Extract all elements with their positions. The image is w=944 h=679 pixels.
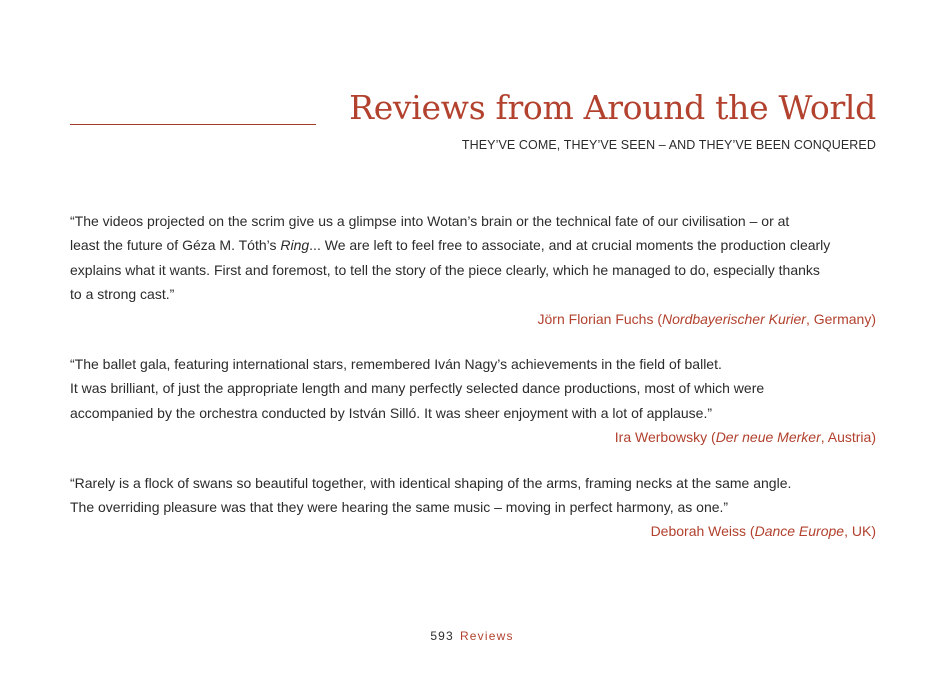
page-title: Reviews from Around the World [349, 88, 876, 127]
review-country: UK [851, 523, 872, 540]
review-author: Jörn Florian Fuchs [537, 310, 654, 327]
review-item [70, 352, 876, 450]
page-subtitle: THEY’VE COME, THEY’VE SEEN – AND THEY’VE BEEN CONQUERED [461, 138, 876, 152]
punct-open-paren: ( [746, 523, 755, 540]
quote-line: accompanied by the orchestra conducted by István Silló. It was sheer enjoyment with a lot of applause.” [70, 404, 713, 421]
page-header [70, 88, 876, 128]
quote-line: “Rarely is a flock of swans so beautiful together, with identical shaping of the arms, framing necks at the same angle. [70, 474, 792, 491]
punct-close-paren: ) [871, 429, 876, 446]
review-quote [70, 209, 876, 307]
review-item [70, 209, 876, 331]
review-author: Ira Werbowsky [614, 429, 708, 446]
punct-open-paren: ( [707, 429, 716, 446]
quote-line: “The ballet gala, featuring international stars, remembered Iván Nagy’s achievements in the field of ballet. [70, 356, 722, 373]
punct-close-paren: ) [871, 310, 876, 327]
page-number: 593 [430, 629, 454, 643]
review-author: Deborah Weiss [650, 523, 747, 540]
review-country: Austria [827, 429, 872, 446]
quote-line: to a strong cast.” [70, 286, 175, 303]
review-quote [70, 352, 876, 425]
punct-open-paren: ( [653, 310, 663, 327]
quote-line: explains what it wants. First and foremost, to tell the story of the piece clearly, which he managed to do, especially thanks [70, 261, 820, 278]
review-attribution [70, 519, 876, 543]
punct-comma: , [844, 523, 852, 540]
running-head: Reviews [459, 629, 514, 643]
quote-line: The overriding pleasure was that they were hearing the same music – moving in perfect harmony, as one.” [70, 499, 729, 516]
quote-text: ... We are left to feel free to associate, and at crucial moments the production clearly [309, 237, 831, 254]
reviews-list [70, 209, 876, 565]
quote-line [70, 233, 876, 257]
punct-comma: , [805, 310, 814, 327]
review-country: Germany [813, 310, 872, 327]
review-item [70, 471, 876, 544]
review-attribution [70, 425, 876, 449]
quote-line: “The videos projected on the scrim give us a glimpse into Wotan’s brain or the technical fate of our civilisation – or at [70, 213, 790, 229]
punct-close-paren: ) [871, 523, 876, 540]
header-rule [70, 124, 316, 125]
quote-text: least the future of Géza M. Tóth’s [70, 237, 281, 254]
punct-comma: , [820, 429, 828, 446]
quote-line: It was brilliant, of just the appropriate length and many perfectly selected dance productions, most of which were [70, 380, 765, 397]
review-quote [70, 471, 876, 520]
page-footer [0, 628, 944, 644]
review-publication: Dance Europe [754, 523, 845, 540]
review-publication: Der neue Merker [715, 429, 821, 446]
review-publication: Nordbayerischer Kurier [662, 310, 806, 327]
review-attribution [70, 307, 876, 331]
quote-italic-title: Ring [280, 237, 310, 254]
